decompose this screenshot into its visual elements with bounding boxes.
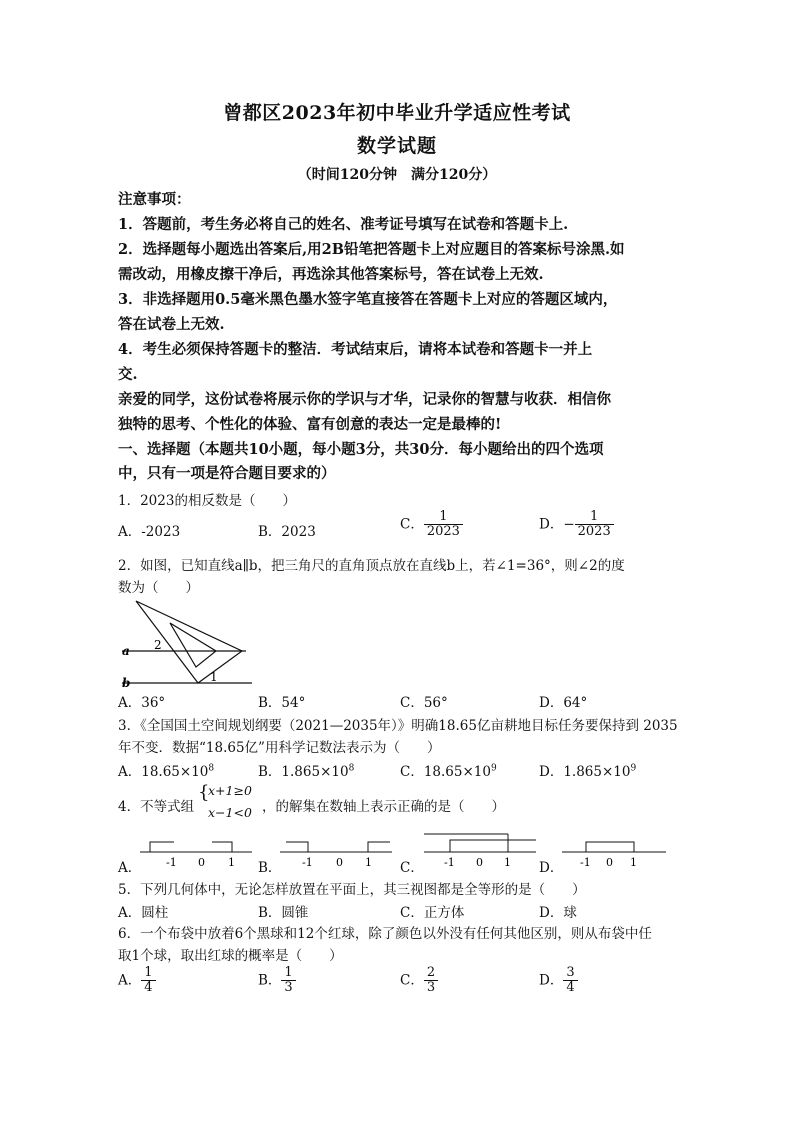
q3-option-c-base: C．18.65×10 <box>400 764 491 780</box>
q4-option-b-numberline <box>280 836 392 870</box>
q3-option-d <box>539 760 636 780</box>
q3-option-b-base: B．1.865×10 <box>258 764 349 780</box>
brace-symbol: { <box>198 782 210 803</box>
q6-option-a-label: A． <box>118 972 142 989</box>
q1-option-c <box>400 510 463 540</box>
q6-option-b-fraction <box>281 966 295 996</box>
q4-option-c-label: C． <box>400 860 424 876</box>
exam-subtitle: 数学试题 <box>356 135 437 157</box>
q2-option-c: C．56° <box>400 695 448 711</box>
tick-label-neg1: -1 <box>444 856 455 869</box>
fraction-numerator: 2 <box>426 965 436 980</box>
q6-option-d-fraction <box>563 966 577 996</box>
label-a: a <box>122 644 130 658</box>
exam-time-info: （时间120分钟 满分120分） <box>297 167 497 183</box>
tick-label-neg1: -1 <box>302 856 313 869</box>
q1-option-d-label: D．− <box>539 516 575 533</box>
triangle-ruler-outer <box>136 601 242 683</box>
q4-option-a-numberline <box>140 836 252 870</box>
question-4-stem-pre: 4．不等式组 <box>118 799 195 815</box>
notice-heading: 注意事项： <box>118 191 191 208</box>
section-heading-1: 一、选择题（本题共10小题，每小题3分，共30分．每小题给出的四个选项 <box>118 441 604 458</box>
q1-option-d-fraction <box>575 510 614 540</box>
exam-title: 曾都区2023年初中毕业升学适应性考试 <box>223 102 571 124</box>
question-6-stem-1: 6．一个布袋中放着6个黑球和12个红球，除了颜色以外没有任何其他区别，则从布袋中任 <box>118 926 652 942</box>
q3-option-b <box>258 760 354 780</box>
q6-option-d <box>539 966 578 996</box>
tick-label-0: 0 <box>476 856 483 869</box>
q2-option-d: D．64° <box>539 695 588 711</box>
fraction-denominator: 3 <box>424 980 438 995</box>
question-3-stem-1: 3．《全国国土空间规划纲要（2021—2035年）》明确18.65亿亩耕地目标任务要保持到 2035 <box>118 718 678 734</box>
q2-option-b: B．54° <box>258 695 306 711</box>
q2-option-a: A．36° <box>118 695 166 711</box>
tick-label-neg1: -1 <box>166 856 177 869</box>
q5-option-c: C．正方体 <box>400 905 465 921</box>
question-1-stem: 1．2023的相反数是（ ） <box>118 493 296 509</box>
notice-line-1: 1．答题前，考生务必将自己的姓名、准考证号填写在试卷和答题卡上. <box>118 216 569 233</box>
q3-option-c-exponent: 9 <box>490 763 497 774</box>
q3-option-a <box>118 760 214 780</box>
triangle-ruler-inner <box>170 623 216 667</box>
q4-option-d-label: D． <box>539 860 564 876</box>
q1-option-b: B．2023 <box>258 524 316 540</box>
tick-label-1: 1 <box>630 856 637 869</box>
q4-option-a-label: A． <box>118 860 142 876</box>
q3-option-d-base: D．1.865×10 <box>539 764 631 780</box>
q1-option-a: A．-2023 <box>118 524 181 540</box>
q3-option-b-exponent: 8 <box>348 763 355 774</box>
fraction-denominator: 2023 <box>575 524 614 539</box>
tick-label-0: 0 <box>198 856 205 869</box>
encourage-line-1: 亲爱的同学，这份试卷将展示你的学识与才华，记录你的智慧与收获．相信你 <box>118 391 611 408</box>
section-heading-2: 中，只有一项是符合题目要求的） <box>118 465 336 482</box>
tick-label-1: 1 <box>504 856 511 869</box>
notice-line-4: 3．非选择题用0.5毫米黑色墨水签字笔直接答在答题卡上对应的答题区域内， <box>118 291 618 308</box>
angle-1-label: 1 <box>210 670 218 684</box>
question-2-stem-2: 数为（ ） <box>118 580 199 596</box>
inequality-2: x−1<0 <box>208 805 252 820</box>
q5-option-a: A．圆柱 <box>118 905 169 921</box>
q3-option-d-exponent: 9 <box>630 763 637 774</box>
q1-option-c-label: C． <box>400 516 424 533</box>
q1-option-d <box>539 510 614 540</box>
q5-option-d: D．球 <box>539 905 577 921</box>
q6-option-c-fraction <box>424 966 438 996</box>
q6-option-c-label: C． <box>400 972 424 989</box>
tick-label-1: 1 <box>228 856 235 869</box>
fraction-numerator: 3 <box>566 965 575 980</box>
q6-option-c <box>400 966 438 996</box>
q4-option-b-label: B． <box>258 860 282 876</box>
notice-line-2: 2．选择题每小题选出答案后,用2B铅笔把答题卡上对应题目的答案标号涂黑.如 <box>118 241 625 258</box>
q6-option-b-label: B． <box>258 972 282 989</box>
tick-label-0: 0 <box>606 856 613 869</box>
fraction-denominator: 4 <box>141 980 155 995</box>
question-4-stem-post: ，的解集在数轴上表示正确的是（ ） <box>262 799 505 815</box>
question-5-stem: 5．下列几何体中，无论怎样放置在平面上，其三视图都是全等形的是（ ） <box>118 882 586 898</box>
q6-option-a <box>118 966 156 996</box>
q3-option-a-exponent: 8 <box>208 763 215 774</box>
notice-line-3: 需改动，用橡皮擦干净后，再选涂其他答案标号，答在试卷上无效. <box>118 266 544 283</box>
fraction-numerator: 1 <box>590 509 599 524</box>
fraction-denominator: 4 <box>563 980 577 995</box>
notice-line-7: 交. <box>118 366 138 383</box>
fraction-denominator: 3 <box>281 980 295 995</box>
q3-option-a-base: A．18.65×10 <box>118 764 209 780</box>
q2-figure <box>118 597 258 689</box>
q6-option-b <box>258 966 296 996</box>
tick-label-0: 0 <box>336 856 343 869</box>
fraction-denominator: 2023 <box>424 524 463 539</box>
fraction-numerator: 1 <box>439 509 448 524</box>
question-2-stem-1: 2．如图，已知直线a∥b，把三角尺的直角顶点放在直线b上，若∠1=36°，则∠2的度 <box>118 558 625 574</box>
notice-line-5: 答在试卷上无效. <box>118 316 225 333</box>
fraction-numerator: 1 <box>144 965 153 980</box>
q4-option-c-numberline <box>424 830 536 870</box>
fraction-numerator: 1 <box>284 965 293 980</box>
q6-option-a-fraction <box>141 966 155 996</box>
label-b: b <box>122 676 131 689</box>
question-6-stem-2: 取1个球，取出红球的概率是（ ） <box>118 948 343 964</box>
encourage-line-2: 独特的思考、个性化的体验、富有创意的表达一定是最棒的! <box>118 416 502 433</box>
tick-label-1: 1 <box>365 856 372 869</box>
notice-line-6: 4．考生必须保持答题卡的整洁．考试结束后，请将本试卷和答题卡一并上 <box>118 341 593 358</box>
q4-option-d-numberline <box>562 836 666 870</box>
inequality-1: x+1≥0 <box>208 783 252 798</box>
q1-option-c-fraction <box>424 510 463 540</box>
q3-option-c <box>400 760 497 780</box>
angle-2-label: 2 <box>154 638 162 652</box>
q6-option-d-label: D． <box>539 972 564 989</box>
question-3-stem-2: 年不变．数据“18.65亿”用科学记数法表示为（ ） <box>118 740 441 756</box>
q5-option-b: B．圆锥 <box>258 905 309 921</box>
tick-label-neg1: -1 <box>580 856 591 869</box>
